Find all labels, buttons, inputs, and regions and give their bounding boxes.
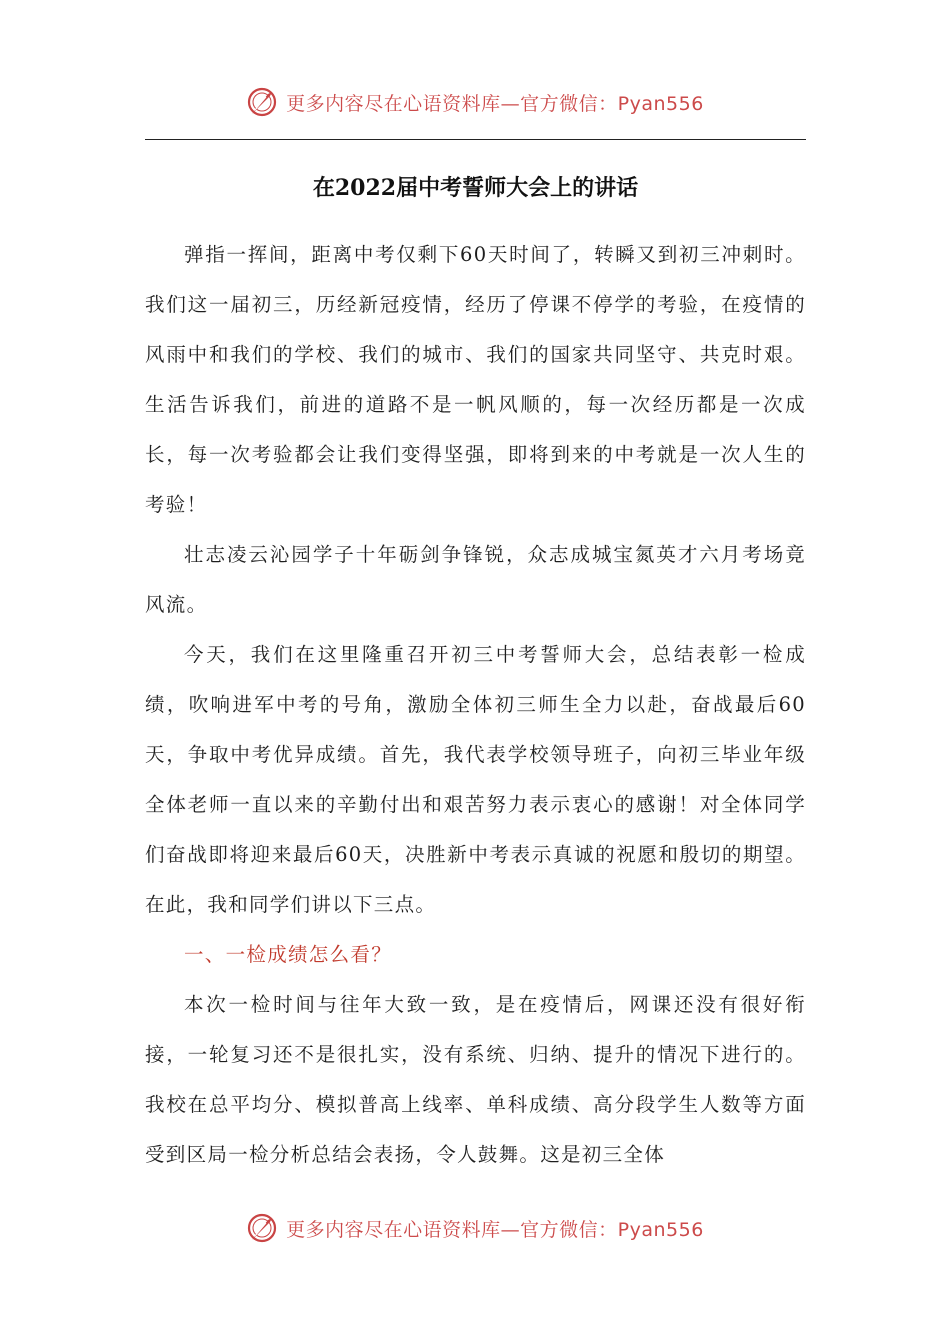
banner-promo-text: 更多内容尽在心语资料库—官方微信： xyxy=(286,92,618,115)
paragraph: 今天，我们在这里隆重召开初三中考誓师大会，总结表彰一检成绩，吹响进军中考的号角，激励全体初三师生全力以赴，奋战最后60天，争取中考优异成绩。首先，我代表学校领导班子，向初三毕业年级全体老师一直以来的辛勤付出和艰苦努力表示衷心的感谢！对全体同学们奋战即将迎来最后60天，决胜新中考表示真诚的祝愿和殷切的期望。在此，我和同学们讲以下三点。 xyxy=(145,643,806,916)
banner-text xyxy=(286,1215,704,1242)
paragraph: 壮志凌云沁园学子十年砺剑争锋锐，众志成城宝氮英才六月考场竟风流。 xyxy=(145,543,806,616)
paragraph: 本次一检时间与往年大致一致，是在疫情后，网课还没有很好衔接，一轮复习还不是很扎实，没有系统、归纳、提升的情况下进行的。我校在总平均分、模拟普高上线率、单科成绩、高分段学生人数等方面受到区局一检分析总结会表扬，令人鼓舞。这是初三全体 xyxy=(145,993,806,1166)
footer-banner xyxy=(0,1208,950,1248)
paragraph: 弹指一挥间，距离中考仅剩下60天时间了，转瞬又到初三冲刺时。我们这一届初三，历经新冠疫情，经历了停课不停学的考验，在疫情的风雨中和我们的学校、我们的城市、我们的国家共同坚守、共克时艰。生活告诉我们，前进的道路不是一帆风顺的，每一次经历都是一次成长，每一次考验都会让我们变得坚强，即将到来的中考就是一次人生的考验！ xyxy=(145,243,806,516)
quill-pen-logo-icon xyxy=(246,1212,278,1244)
banner-text xyxy=(286,89,704,116)
document-title: 在2022届中考誓师大会上的讲话 xyxy=(312,175,639,201)
banner-wechat-id: Pyan556 xyxy=(617,1218,704,1241)
quill-pen-logo-icon xyxy=(246,86,278,118)
header-divider xyxy=(145,139,806,140)
header-banner xyxy=(0,82,950,122)
banner-wechat-id: Pyan556 xyxy=(617,92,704,115)
banner-promo-text: 更多内容尽在心语资料库—官方微信： xyxy=(286,1218,618,1241)
document-body xyxy=(145,230,806,1180)
section-heading: 一、一检成绩怎么看？ xyxy=(184,943,393,966)
